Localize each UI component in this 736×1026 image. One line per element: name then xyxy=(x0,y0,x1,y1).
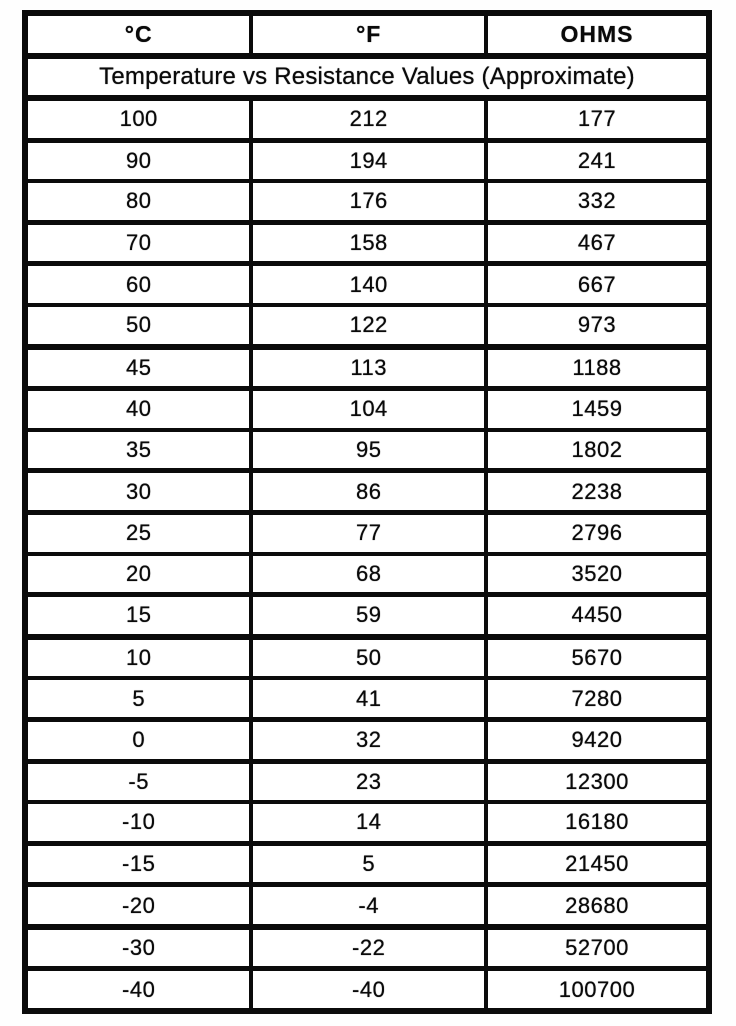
table-cell-celsius: -40 xyxy=(25,969,251,1011)
column-header-celsius: °C xyxy=(25,13,251,56)
table-cell-fahrenheit: 50 xyxy=(251,637,486,679)
table-header xyxy=(25,13,709,98)
table-cell-celsius: 20 xyxy=(25,554,251,595)
table-cell-fahrenheit: 59 xyxy=(251,595,486,637)
table-row xyxy=(25,389,709,430)
table-cell-celsius: 35 xyxy=(25,430,251,471)
table-cell-fahrenheit: 5 xyxy=(251,843,486,885)
table-cell-celsius: 100 xyxy=(25,98,251,140)
column-header-ohms: OHMS xyxy=(486,13,709,56)
table-cell-celsius: 5 xyxy=(25,678,251,719)
table-cell-ohms: 28680 xyxy=(486,885,709,927)
table-cell-fahrenheit: 14 xyxy=(251,802,486,843)
table-row xyxy=(25,969,709,1011)
table-cell-celsius: 40 xyxy=(25,389,251,430)
table-cell-fahrenheit: 86 xyxy=(251,471,486,513)
table-row xyxy=(25,347,709,389)
column-header-fahrenheit: °F xyxy=(251,13,486,56)
table-cell-celsius: 50 xyxy=(25,305,251,347)
table-row xyxy=(25,802,709,843)
table-cell-ohms: 7280 xyxy=(486,678,709,719)
table-row xyxy=(25,761,709,802)
table-row xyxy=(25,719,709,761)
table-cell-fahrenheit: 194 xyxy=(251,140,486,181)
table-row xyxy=(25,678,709,719)
table-cell-ohms: 52700 xyxy=(486,927,709,969)
table-cell-fahrenheit: -40 xyxy=(251,969,486,1011)
table-row xyxy=(25,264,709,305)
table-subtitle: Temperature vs Resistance Values (Approximate) xyxy=(25,56,709,98)
table-cell-ohms: 3520 xyxy=(486,554,709,595)
table-cell-fahrenheit: 23 xyxy=(251,761,486,802)
temperature-resistance-table xyxy=(22,10,712,1014)
table-cell-fahrenheit: -4 xyxy=(251,885,486,927)
table-cell-ohms: 177 xyxy=(486,98,709,140)
table-cell-fahrenheit: 95 xyxy=(251,430,486,471)
table-cell-fahrenheit: 41 xyxy=(251,678,486,719)
table-row xyxy=(25,554,709,595)
table-cell-celsius: -30 xyxy=(25,927,251,969)
table-cell-fahrenheit: 176 xyxy=(251,181,486,222)
table-cell-ohms: 467 xyxy=(486,222,709,264)
table-cell-fahrenheit: 140 xyxy=(251,264,486,305)
table-row xyxy=(25,181,709,222)
table-cell-celsius: 10 xyxy=(25,637,251,679)
header-row xyxy=(25,13,709,56)
table-cell-ohms: 12300 xyxy=(486,761,709,802)
table-cell-ohms: 241 xyxy=(486,140,709,181)
table-cell-ohms: 1802 xyxy=(486,430,709,471)
table-cell-ohms: 332 xyxy=(486,181,709,222)
table-cell-ohms: 16180 xyxy=(486,802,709,843)
table-row xyxy=(25,595,709,637)
table-row xyxy=(25,885,709,927)
table-cell-fahrenheit: 212 xyxy=(251,98,486,140)
table-cell-celsius: 60 xyxy=(25,264,251,305)
table-cell-celsius: -20 xyxy=(25,885,251,927)
table-cell-fahrenheit: 122 xyxy=(251,305,486,347)
table-cell-celsius: 90 xyxy=(25,140,251,181)
table-cell-celsius: -5 xyxy=(25,761,251,802)
table-cell-celsius: -15 xyxy=(25,843,251,885)
table-cell-fahrenheit: -22 xyxy=(251,927,486,969)
table-cell-fahrenheit: 104 xyxy=(251,389,486,430)
table-cell-ohms: 4450 xyxy=(486,595,709,637)
table-row xyxy=(25,512,709,553)
table-cell-celsius: 0 xyxy=(25,719,251,761)
table-row xyxy=(25,927,709,969)
table-cell-fahrenheit: 113 xyxy=(251,347,486,389)
table-cell-fahrenheit: 32 xyxy=(251,719,486,761)
table-cell-fahrenheit: 77 xyxy=(251,512,486,553)
table-cell-celsius: 80 xyxy=(25,181,251,222)
subtitle-row xyxy=(25,56,709,98)
table-cell-ohms: 1459 xyxy=(486,389,709,430)
table-cell-celsius: 70 xyxy=(25,222,251,264)
table-cell-celsius: 30 xyxy=(25,471,251,513)
table-row xyxy=(25,222,709,264)
table-cell-celsius: 45 xyxy=(25,347,251,389)
table-cell-celsius: 15 xyxy=(25,595,251,637)
table-cell-fahrenheit: 68 xyxy=(251,554,486,595)
table-cell-ohms: 973 xyxy=(486,305,709,347)
table-cell-ohms: 2238 xyxy=(486,471,709,513)
table-row xyxy=(25,98,709,140)
table-row xyxy=(25,430,709,471)
table-row xyxy=(25,471,709,513)
table-cell-celsius: 25 xyxy=(25,512,251,553)
table-row xyxy=(25,140,709,181)
table-cell-ohms: 21450 xyxy=(486,843,709,885)
table-cell-ohms: 1188 xyxy=(486,347,709,389)
table-row xyxy=(25,843,709,885)
table-row xyxy=(25,637,709,679)
table-cell-ohms: 100700 xyxy=(486,969,709,1011)
table-cell-ohms: 667 xyxy=(486,264,709,305)
table-cell-ohms: 2796 xyxy=(486,512,709,553)
table-cell-celsius: -10 xyxy=(25,802,251,843)
table-cell-ohms: 9420 xyxy=(486,719,709,761)
table-cell-fahrenheit: 158 xyxy=(251,222,486,264)
table-cell-ohms: 5670 xyxy=(486,637,709,679)
table-row xyxy=(25,305,709,347)
table-body xyxy=(25,98,709,1011)
